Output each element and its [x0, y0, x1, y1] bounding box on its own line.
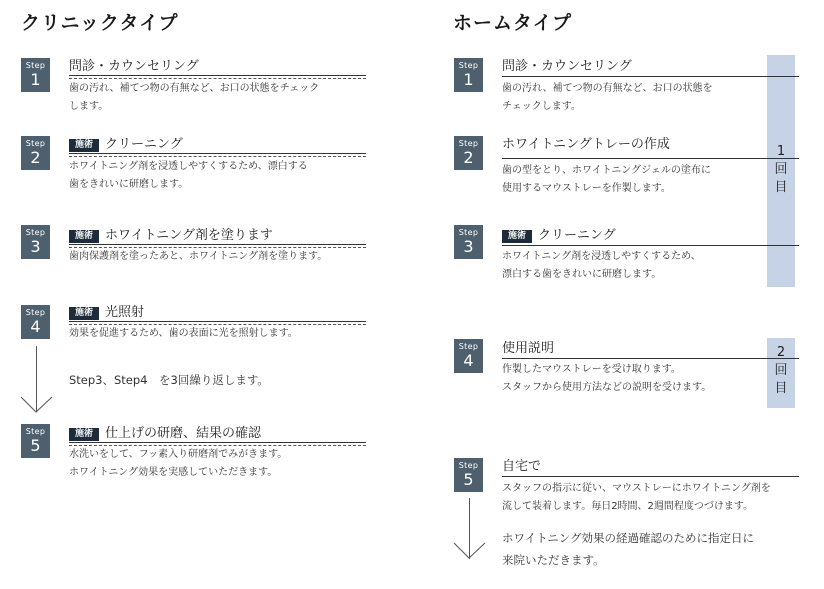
treatment-tag: 施術 — [69, 139, 99, 152]
step-desc: 歯の汚れ、補てつ物の有無など、お口の状態をチェック します。 — [69, 83, 320, 112]
step-badge: Step 1 — [21, 58, 50, 92]
treatment-tag: 施術 — [69, 307, 99, 320]
title-underline — [502, 476, 799, 477]
step-desc: ホワイトニング剤を浸透しやすくするため、漂白する 歯をきれいに研磨します。 — [69, 161, 308, 190]
clinic-title: クリニックタイプ — [21, 12, 179, 34]
step-badge: Step 4 — [21, 305, 50, 339]
visit-1-label: 1 回 目 — [767, 55, 795, 287]
treatment-tag: 施術 — [502, 230, 532, 243]
chevron-down-icon — [453, 542, 486, 560]
step-title: 自宅で — [502, 459, 542, 474]
repeat-note: Step3、Step4 を3回繰り返します。 — [69, 373, 269, 387]
step-badge: Step 2 — [454, 136, 483, 170]
step-badge: Step 4 — [454, 339, 483, 373]
step-desc: ホワイトニング剤を浸透しやすくするため、 漂白する歯をきれいに研磨します。 — [502, 251, 701, 280]
title-underline — [69, 153, 366, 157]
step-badge: Step 1 — [454, 58, 483, 92]
step-desc: 作製したマウストレーを受け取ります。 スタッフから使用方法などの説明を受けます。 — [502, 364, 712, 393]
step-title: 施術 光照射 — [69, 305, 144, 321]
step-desc: 歯の型をとり、ホワイトニングジェルの塗布に 使用するマウストレーを作製します。 — [502, 165, 711, 194]
chevron-down-icon — [20, 396, 53, 414]
title-underline — [502, 158, 799, 159]
step-title: 施術 仕上げの研磨、結果の確認 — [69, 426, 261, 442]
final-note: ホワイトニング効果の経過確認のために指定日に 来院いただきます。 — [502, 531, 754, 567]
step-desc: 水洗いをして、フッ素入り研磨剤でみがきます。 ホワイトニング効果を実感していただきます。 — [69, 449, 288, 478]
step-title: 使用説明 — [502, 341, 555, 356]
step-title: 施術 クリーニング — [69, 137, 183, 153]
home-title: ホームタイプ — [453, 12, 573, 34]
step-badge: Step 5 — [21, 424, 50, 458]
step-title: ホワイトニングトレーの作成 — [502, 137, 670, 152]
title-underline — [69, 75, 366, 79]
step-badge: Step 3 — [21, 225, 50, 259]
step-title: 施術 クリーニング — [502, 228, 616, 244]
step-badge: Step 5 — [454, 458, 483, 492]
treatment-tag: 施術 — [69, 230, 99, 243]
visit-2-label: 2 回 目 — [767, 338, 795, 408]
title-underline — [502, 76, 799, 77]
treatment-tag: 施術 — [69, 428, 99, 441]
title-underline — [502, 358, 799, 359]
step-title: 問診・カウンセリング — [502, 59, 632, 74]
step-desc: 歯の汚れ、補てつ物の有無など、お口の状態を チェックします。 — [502, 83, 713, 112]
step-desc: スタッフの指示に従い、マウストレーにホワイトニング剤を 流して装着します。毎日2時間、2週間程度つづけます。 — [502, 483, 771, 512]
step-title: 問診・カウンセリング — [69, 59, 199, 74]
title-underline — [502, 245, 799, 246]
step-badge: Step 3 — [454, 225, 483, 259]
step-desc: 歯肉保護剤を塗ったあと、ホワイトニング剤を塗ります。 — [69, 251, 328, 262]
step-title: 施術 ホワイトニング剤を塗ります — [69, 228, 273, 244]
step-badge: Step 2 — [21, 136, 50, 170]
step-desc: 効果を促進するため、歯の表面に光を照射します。 — [69, 328, 298, 339]
